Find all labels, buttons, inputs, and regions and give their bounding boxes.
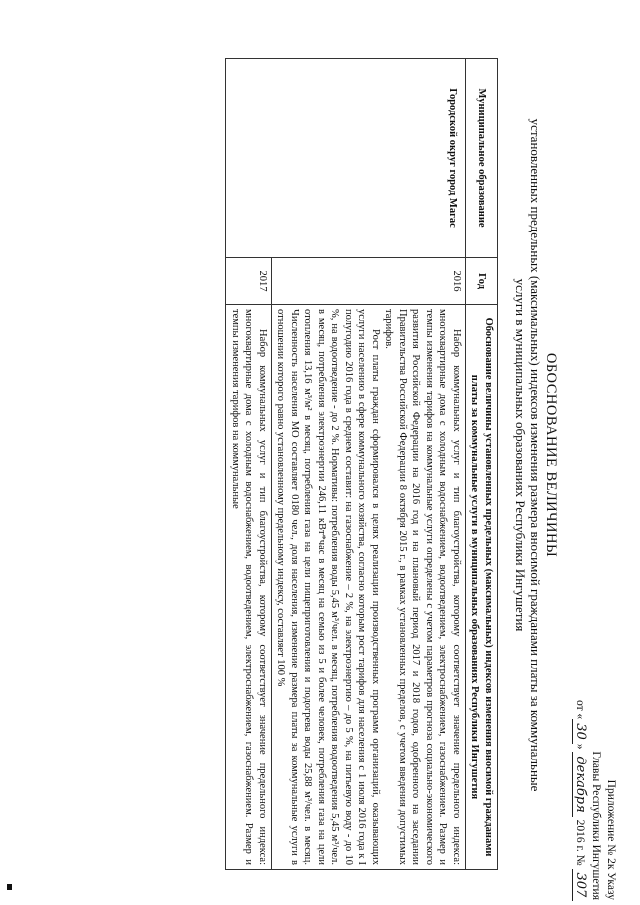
title-line-3: услуги в муниципальных образованиях Республики Ингушетия: [513, 278, 528, 632]
table-row: [272, 59, 466, 870]
justification-table: [226, 58, 499, 870]
date-day: 30: [572, 719, 588, 744]
document-title: [513, 60, 558, 850]
justification-paragraph: Набор коммунальных услуг и тип благоустройства, которому соответствует значение предельного индекса: многоквартирные дома с холодным водоснабжением, водоотведением, электроснабжением, газоснабжением. Размер и темпы изменения тарифов на коммунальные услуги определены с учетом параметров прогноза социально-экономического развития Российской Федерации на 2016 год и на плановый период 2017 и 2018 годов, одобренного на заседании Правительства Российской Федерации 8 октября 2015 г., в рамках установленных пределов, с учетом введения допустимых тарифов.: [383, 309, 462, 865]
title-line-1: ОБОСНОВАНИЕ ВЕЛИЧИНЫ: [543, 352, 559, 558]
date-year: 2016 г. №: [574, 819, 586, 866]
date-number: 307: [572, 869, 588, 902]
municipality-cell: Городской округ город Магас: [226, 59, 466, 258]
justification-paragraph: Набор коммунальных услуг и тип благоустройства, которому соответствует значение предельного индекса: многоквартирные дома с холодным водоснабжением, водоотведением, электроснабжением, газоснабжением. Размер и темпы изменения тарифов на коммунальные: [230, 309, 268, 865]
header-municipality: Муниципальное образование: [466, 59, 498, 258]
title-line-2: установленных предельных (максимальных) индексов изменения размера вносимой гражданами платы за коммунальные: [528, 118, 543, 792]
appendix-line-1: Приложение № 2к Указу: [605, 779, 617, 900]
year-cell: 2016: [272, 258, 466, 305]
appendix-header: [572, 700, 618, 900]
appendix-line-2: Главы Республики Ингушетия: [590, 751, 602, 900]
table-header-row: [466, 59, 498, 870]
date-prefix: от «: [574, 700, 586, 720]
justification-paragraph: Рост платы граждан сформировался в целях реализации производственных программ организаций, оказывающих услуги населению в сфере коммунального хозяйства, согласно которым рост тарифов для населения с 1 июля 2016 года к I полугодию 2016 года в среднем составит: на газоснабжение – 2 %, на электроэнергию – до 5 %, на питьевую воду - до 10 %, на водоотведение - до 2 %. Нормативы: потребления воды 5,45 м³/чел. в месяц, потребления водоотведения 5,45 м³/чел. в месяц, потребления электроэнергии 246,11 кВт*час в месяц на семью из 5 и более человек, потребления газа на цели отопления 13,16 м³/м² в месяц, потребления газа на цели пищеприготовления и подогрева воды 25,88 м³/чел. в месяц. Численность населения МО составляет 0180 чел., доля населения, изменение размера платы за коммунальные услуги в отношении которого равно установленному предельному индексу, составляет 100 %: [275, 309, 381, 865]
appendix-date-line: [572, 700, 588, 900]
date-month: декабря: [572, 752, 588, 816]
justification-cell: [272, 305, 466, 870]
scan-mark: [7, 884, 12, 890]
header-year: Год: [466, 258, 498, 305]
header-justification: Обоснование величины установленных предельных (максимальных) индексов изменения вносимой гражданами платы за коммунальные услуги в муниципальных образованиях Республики Ингушетия: [466, 305, 498, 870]
justification-cell: [226, 305, 272, 870]
date-mid: »: [574, 743, 586, 750]
year-cell: 2017: [226, 258, 272, 305]
